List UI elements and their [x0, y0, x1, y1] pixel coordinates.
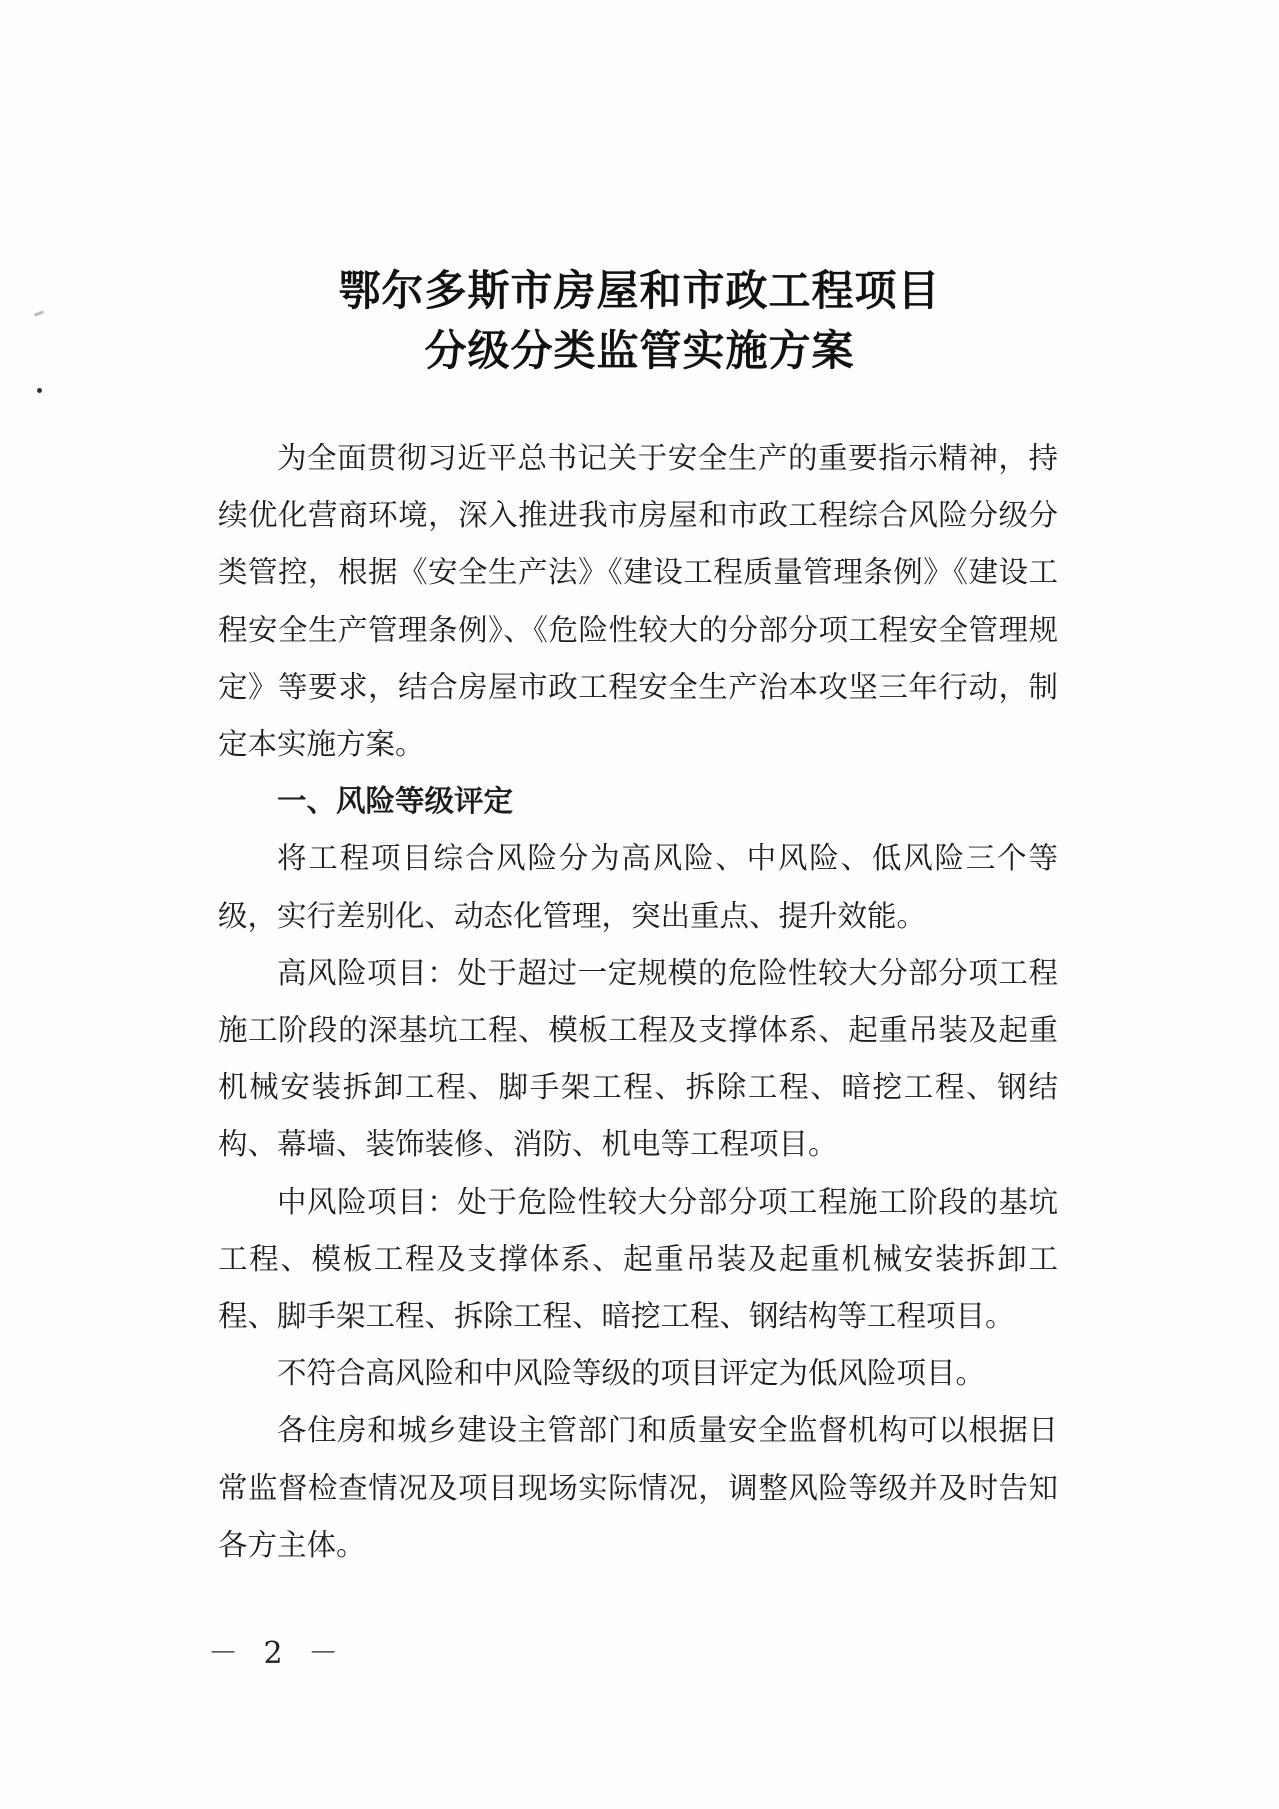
intro-paragraph: 为全面贯彻习近平总书记关于安全生产的重要指示精神，持续优化营商环境，深入推进我市房屋和市政工程综合风险分级分类管控，根据《安全生产法》《建设工程质量管理条例》《建设工程安全生产管理条例》、《危险性较大的分部分项工程安全管理规定》等要求，结合房屋市政工程安全生产治本攻坚三年行动，制定本实施方案。 — [218, 441, 1058, 762]
paragraph-medium-risk: 中风险项目：处于危险性较大分部分项工程施工阶段的基坑工程、模板工程及支撑体系、起重吊装及起重机械安装拆卸工程、脚手架工程、拆除工程、暗挖工程、钢结构等工程项目。 — [218, 1184, 1058, 1334]
section-heading-risk-rating: 一、风险等级评定 — [277, 784, 514, 819]
scan-dot — [37, 388, 42, 393]
document-title-line-1: 鄂尔多斯市房屋和市政工程项目 — [338, 266, 941, 315]
document-body — [218, 430, 1058, 1574]
paragraph-adjust-risk: 各住房和城乡建设主管部门和质量安全监督机构可以根据日常监督检查情况及项目现场实际情况，调整风险等级并及时告知各方主体。 — [218, 1413, 1058, 1562]
paragraph-risk-levels: 将工程项目综合风险分为高风险、中风险、低风险三个等级，实行差别化、动态化管理，突出重点、提升效能。 — [218, 841, 1058, 933]
page-number: － 2 － — [208, 1636, 347, 1671]
paragraph-high-risk: 高风险项目：处于超过一定规模的危险性较大分部分项工程施工阶段的深基坑工程、模板工程及支撑体系、起重吊装及起重机械安装拆卸工程、脚手架工程、拆除工程、暗挖工程、钢结构、幕墙、装饰装修、消防、机电等工程项目。 — [218, 955, 1058, 1162]
paragraph-low-risk: 不符合高风险和中风险等级的项目评定为低风险项目。 — [277, 1356, 986, 1391]
document-title-line-2: 分级分类监管实施方案 — [424, 326, 855, 375]
